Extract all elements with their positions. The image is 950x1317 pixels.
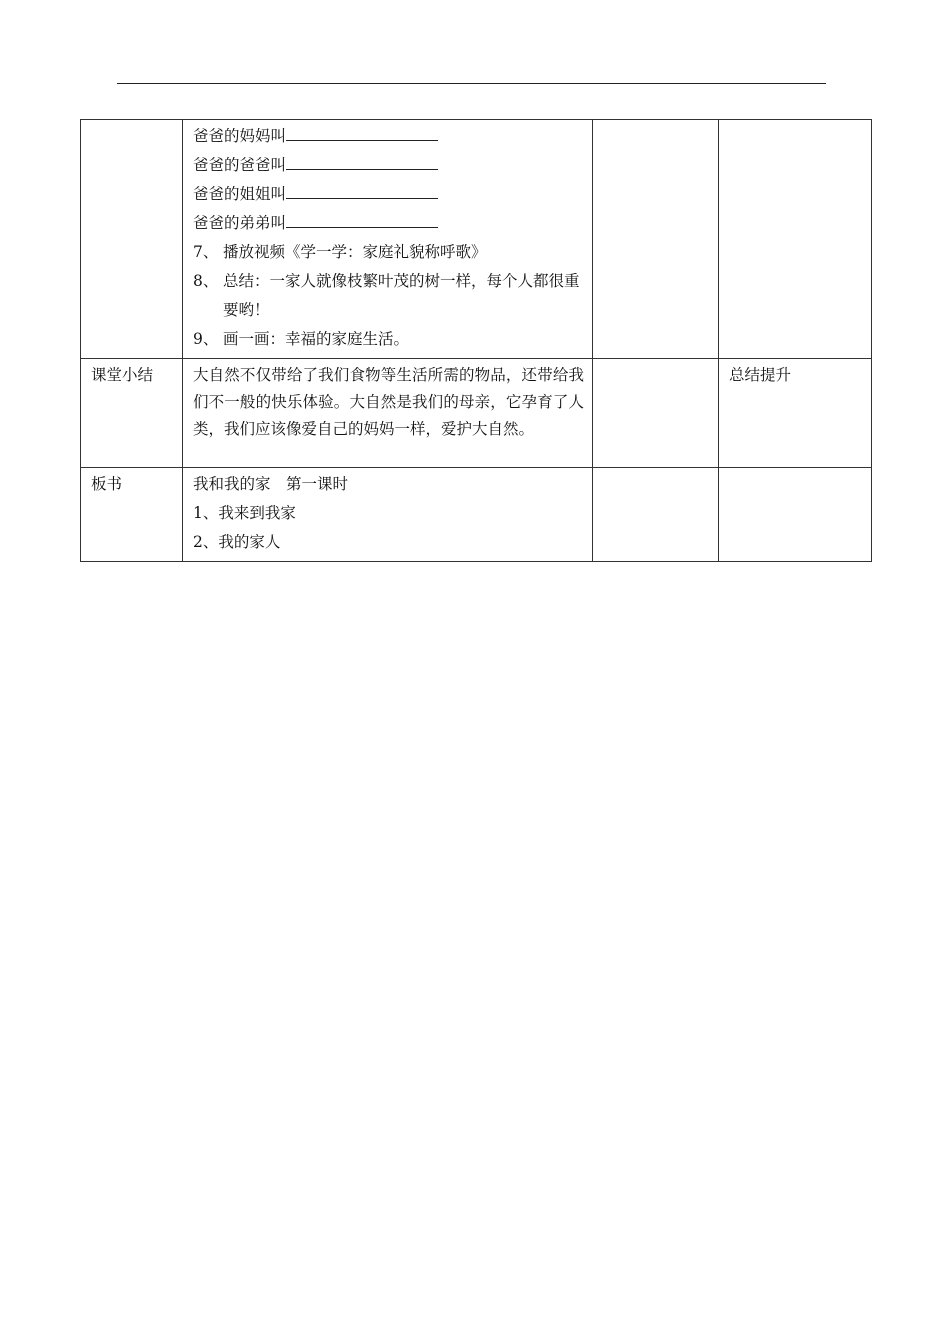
row-label-cell: 板书 (81, 468, 183, 562)
answer-blank (286, 123, 438, 141)
board-line: 我和我的家 第一课时 (193, 475, 349, 493)
item-text: 播放视频《学一学：家庭礼貌称呼歌》 (223, 243, 487, 261)
empty-cell (719, 120, 872, 359)
answer-blank (286, 152, 438, 170)
board-line: 1、我来到我家 (193, 504, 296, 522)
purpose-cell: 总结提升 (719, 359, 872, 468)
empty-cell (719, 468, 872, 562)
table-row-board (81, 468, 872, 562)
empty-cell (593, 468, 719, 562)
item-number: 7、 (193, 243, 219, 261)
numbered-item (193, 325, 584, 354)
item-number: 9、 (193, 330, 219, 348)
header-rule (117, 83, 826, 84)
answer-blank (286, 210, 438, 228)
summary-paragraph: 大自然不仅带给了我们食物等生活所需的物品，还带给我们不一般的快乐体验。大自然是我们的母亲，它孕育了人类，我们应该像爱自己的妈妈一样，爱护大自然。 (193, 366, 584, 438)
item-number: 8、 (193, 272, 219, 290)
numbered-item (193, 267, 584, 325)
answer-blank (286, 181, 438, 199)
fill-blank-line: 爸爸的弟弟叫 (193, 209, 584, 238)
fill-blank-line: 爸爸的爸爸叫 (193, 151, 584, 180)
fill-blank-line: 爸爸的姐姐叫 (193, 180, 584, 209)
board-line: 2、我的家人 (193, 533, 281, 551)
empty-cell (593, 359, 719, 468)
table-row-summary (81, 359, 872, 468)
summary-content-cell (183, 359, 593, 468)
lesson-plan-table (80, 119, 872, 562)
item-text: 画一画：幸福的家庭生活。 (223, 330, 410, 348)
empty-cell (593, 120, 719, 359)
board-content-cell (183, 468, 593, 562)
numbered-item (193, 238, 584, 267)
fill-blank-line: 爸爸的妈妈叫 (193, 122, 584, 151)
row-label-cell (81, 120, 183, 359)
table-row-activities (81, 120, 872, 359)
row-label-cell: 课堂小结 (81, 359, 183, 468)
item-text: 总结：一家人就像枝繁叶茂的树一样，每个人都很重要哟！ (223, 272, 580, 319)
activities-content-cell (183, 120, 593, 359)
